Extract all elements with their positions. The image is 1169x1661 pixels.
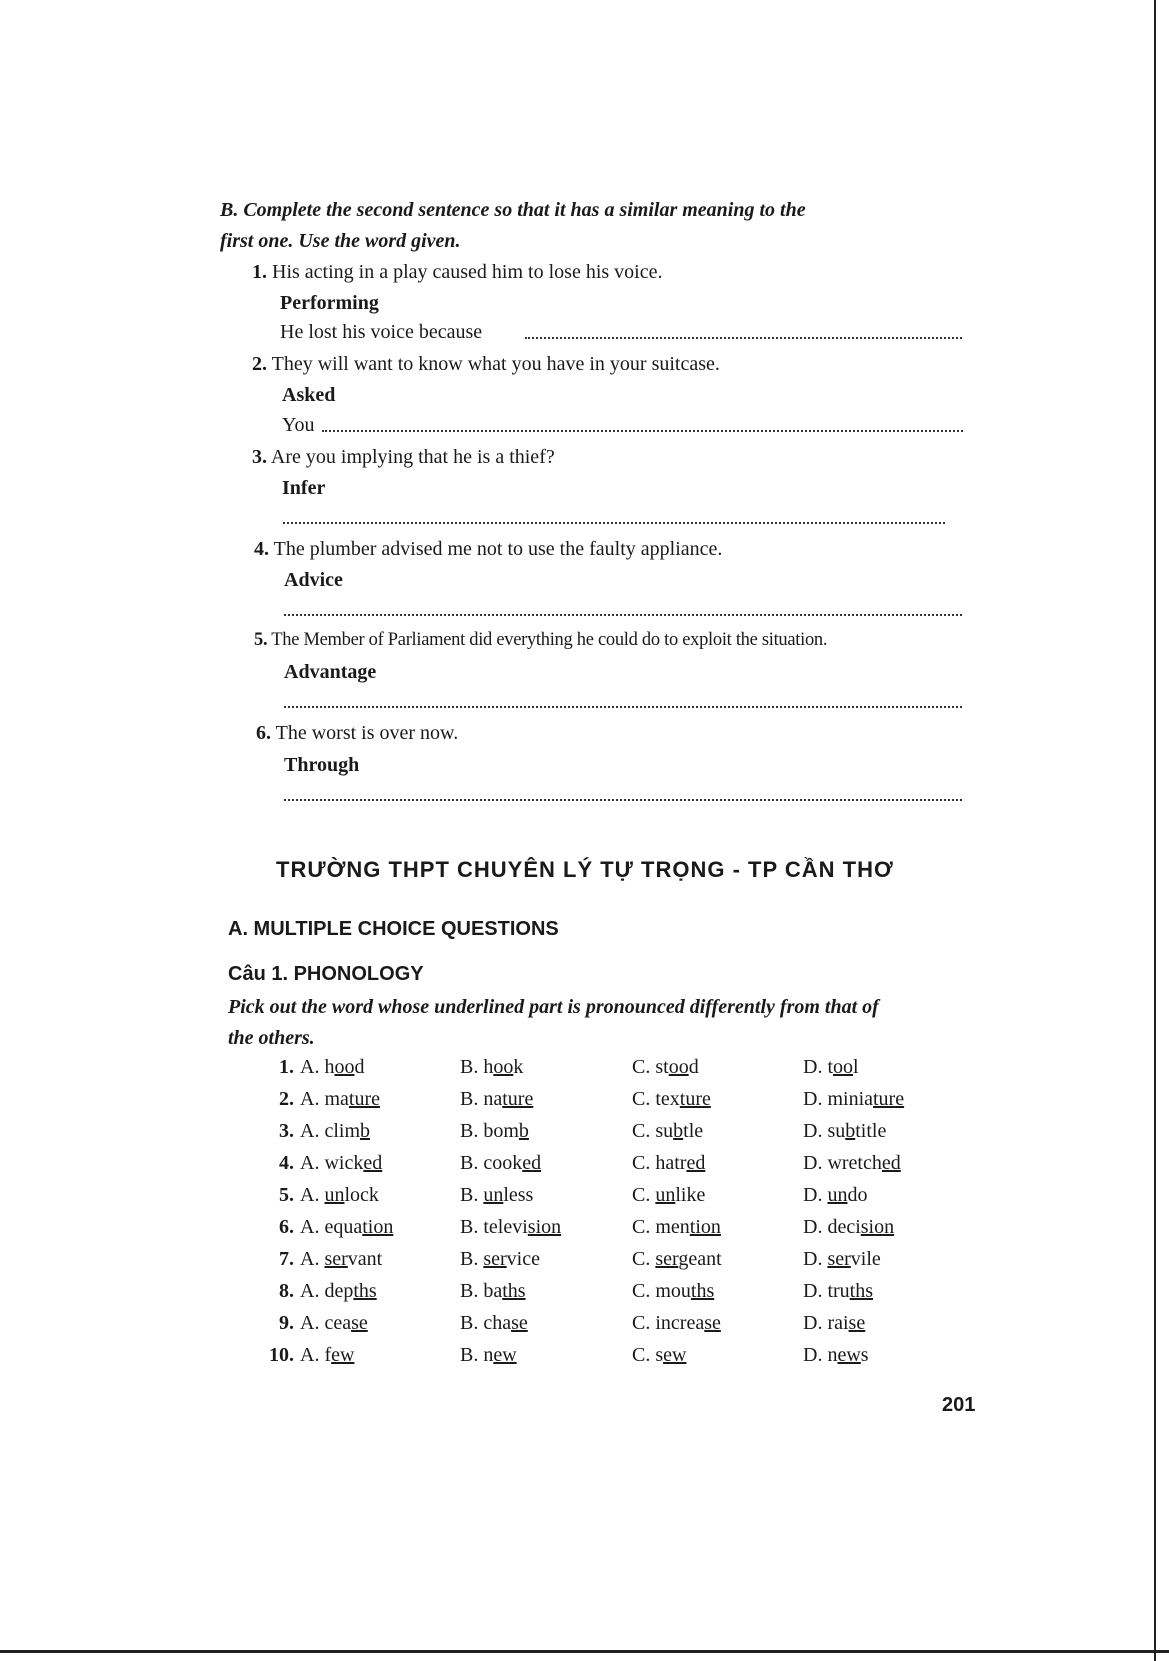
option-letter: D. (803, 1120, 823, 1142)
answer-option[interactable] (803, 1152, 901, 1175)
question-number-label: 2. (279, 1088, 294, 1110)
option-letter: A. (300, 1184, 320, 1206)
word-part: rai (827, 1312, 849, 1334)
item-5-keyword: Advantage (284, 661, 377, 683)
option-letter: A. (300, 1152, 320, 1174)
underlined-part: un (483, 1184, 504, 1206)
answer-option[interactable] (300, 1056, 364, 1079)
word-part: increa (655, 1312, 705, 1334)
section-b-instruction-line2: first one. Use the word given. (220, 230, 461, 252)
option-letter: B. (460, 1280, 479, 1302)
answer-line-3[interactable] (283, 522, 945, 524)
underlined-part: ths (502, 1280, 526, 1302)
option-letter: B. (460, 1152, 479, 1174)
answer-option[interactable] (803, 1056, 859, 1079)
question-number-label: 4. (279, 1152, 294, 1174)
answer-line-1[interactable] (525, 337, 962, 339)
answer-option[interactable] (803, 1184, 867, 1207)
underlined-part: se (704, 1312, 721, 1334)
option-letter: D. (803, 1216, 823, 1238)
word-part: deci (827, 1216, 861, 1238)
underlined-part: ths (353, 1280, 377, 1302)
question-number (254, 1248, 294, 1271)
answer-option[interactable] (300, 1312, 368, 1335)
word-part: l (853, 1056, 859, 1078)
section-a-title: A. MULTIPLE CHOICE QUESTIONS (228, 918, 559, 940)
option-letter: A. (300, 1056, 320, 1078)
answer-option[interactable] (460, 1120, 529, 1143)
underlined-part: ed (363, 1152, 383, 1174)
word-part: cook (483, 1152, 523, 1174)
answer-option[interactable] (300, 1280, 377, 1303)
word-part: h (483, 1056, 494, 1078)
word-part: less (503, 1184, 534, 1206)
item-sentence: The plumber advised me not to use the faulty appliance. (273, 538, 723, 560)
option-letter: C. (632, 1280, 651, 1302)
option-letter: D. (803, 1344, 823, 1366)
question-number (254, 1216, 294, 1239)
answer-option[interactable] (803, 1312, 865, 1335)
answer-option[interactable] (460, 1056, 523, 1079)
underlined-part: ser (483, 1248, 507, 1270)
item-1-keyword: Performing (280, 292, 379, 314)
item-1-answer-start: He lost his voice because (280, 321, 483, 343)
item-6-keyword: Through (284, 754, 360, 776)
item-number: 4. (254, 538, 269, 560)
item-3-keyword: Infer (282, 477, 326, 499)
option-letter: B. (460, 1312, 479, 1334)
item-sentence: The Member of Parliament did everything he could do to exploit the situation. (271, 630, 828, 650)
question-number (254, 1312, 294, 1335)
underlined-part: un (655, 1184, 676, 1206)
word-part: minia (827, 1088, 873, 1110)
item-number: 1. (252, 261, 267, 283)
underlined-part: ture (502, 1088, 534, 1110)
item-number: 5. (254, 630, 268, 650)
option-letter: D. (803, 1248, 823, 1270)
underlined-part: oo (334, 1056, 355, 1078)
answer-option[interactable] (803, 1088, 904, 1111)
word-part: st (655, 1056, 669, 1078)
section-b-instruction-line1: B. Complete the second sentence so that it has a similar meaning to the (220, 199, 806, 221)
word-part: wick (324, 1152, 364, 1174)
option-letter: B. (460, 1088, 479, 1110)
answer-option[interactable] (300, 1088, 380, 1111)
option-letter: A. (300, 1312, 320, 1334)
option-letter: C. (632, 1312, 651, 1334)
option-letter: A. (300, 1216, 320, 1238)
answer-option[interactable] (460, 1152, 541, 1175)
word-part: televi (483, 1216, 528, 1238)
underlined-part: b (518, 1120, 529, 1142)
word-part: do (847, 1184, 868, 1206)
answer-option[interactable] (803, 1120, 886, 1143)
underlined-part: ths (690, 1280, 715, 1302)
option-letter: B. (460, 1056, 479, 1078)
underlined-part: ser (827, 1248, 851, 1270)
answer-option[interactable] (300, 1120, 370, 1143)
word-part: n (827, 1344, 838, 1366)
answer-option[interactable] (632, 1280, 714, 1303)
option-letter: A. (300, 1248, 320, 1270)
answer-option[interactable] (632, 1216, 721, 1239)
answer-option[interactable] (632, 1120, 703, 1143)
underlined-part: ture (679, 1088, 711, 1110)
underlined-part: b (845, 1120, 856, 1142)
rewrite-item-1 (252, 261, 662, 284)
answer-option[interactable] (300, 1248, 382, 1271)
word-part: s (655, 1344, 664, 1366)
option-letter: A. (300, 1120, 320, 1142)
option-letter: B. (460, 1216, 479, 1238)
underlined-part: ture (348, 1088, 380, 1110)
question-number (254, 1184, 294, 1207)
item-number: 6. (256, 722, 271, 744)
word-part: men (655, 1216, 690, 1238)
answer-option[interactable] (803, 1248, 881, 1271)
underlined-part: un (827, 1184, 848, 1206)
option-letter: D. (803, 1152, 823, 1174)
option-letter: B. (460, 1344, 479, 1366)
answer-option[interactable] (803, 1216, 894, 1239)
question-number (254, 1120, 294, 1143)
underlined-part: ew (331, 1344, 355, 1366)
underlined-part: ed (686, 1152, 706, 1174)
rewrite-item-2 (252, 353, 720, 376)
item-sentence: The worst is over now. (275, 722, 459, 744)
underlined-part: b (360, 1120, 370, 1142)
word-part: d (354, 1056, 365, 1078)
answer-line-5[interactable] (284, 706, 962, 708)
underlined-part: se (511, 1312, 528, 1334)
answer-option[interactable] (460, 1216, 561, 1239)
option-letter: C. (632, 1056, 651, 1078)
word-part: cha (483, 1312, 512, 1334)
question-number (254, 1088, 294, 1111)
question-number-label: 5. (279, 1184, 294, 1206)
word-part: h (324, 1056, 335, 1078)
scan-edge-line (1154, 0, 1156, 1661)
word-part: tle (683, 1120, 704, 1142)
answer-option[interactable] (300, 1152, 382, 1175)
option-letter: D. (803, 1312, 823, 1334)
answer-line-2[interactable] (322, 430, 963, 432)
answer-line-4[interactable] (284, 614, 962, 616)
underlined-part: se (351, 1312, 368, 1334)
underlined-part: se (848, 1312, 866, 1334)
word-part: d (688, 1056, 699, 1078)
word-part: like (675, 1184, 706, 1206)
word-part: su (655, 1120, 674, 1142)
option-letter: B. (460, 1184, 479, 1206)
word-part: t (827, 1056, 834, 1078)
underlined-part: sion (527, 1216, 562, 1238)
question-number-label: 6. (279, 1216, 294, 1238)
option-letter: C. (632, 1088, 651, 1110)
word-part: vile (850, 1248, 881, 1270)
word-part: k (513, 1056, 524, 1078)
answer-option[interactable] (300, 1184, 379, 1207)
rewrite-item-4 (254, 538, 722, 561)
option-letter: B. (460, 1248, 479, 1270)
phonology-instruction-line1: Pick out the word whose underlined part is pronounced differently from that of (228, 996, 879, 1018)
word-part: wretch (827, 1152, 882, 1174)
school-heading: TRƯỜNG THPT CHUYÊN LÝ TỰ TRỌNG - TP CẦN THƠ (276, 857, 894, 882)
question-number-label: 9. (279, 1312, 294, 1334)
rewrite-item-5 (254, 630, 827, 651)
answer-option[interactable] (300, 1344, 354, 1367)
item-sentence: They will want to know what you have in your suitcase. (271, 353, 720, 375)
underlined-part: ed (522, 1152, 542, 1174)
answer-option[interactable] (460, 1088, 533, 1111)
question-number-label: 8. (279, 1280, 294, 1302)
underlined-part: ser (655, 1248, 679, 1270)
underlined-part: oo (493, 1056, 514, 1078)
underlined-part: ed (881, 1152, 901, 1174)
word-part: na (483, 1088, 503, 1110)
underlined-part: ture (873, 1088, 905, 1110)
answer-option[interactable] (632, 1088, 711, 1111)
word-part: cea (324, 1312, 352, 1334)
answer-option[interactable] (632, 1184, 705, 1207)
scan-bottom-line (0, 1650, 1169, 1653)
option-letter: C. (632, 1152, 651, 1174)
word-part: title (855, 1120, 887, 1142)
option-letter: C. (632, 1248, 651, 1270)
answer-option[interactable] (460, 1248, 540, 1271)
underlined-part: oo (833, 1056, 854, 1078)
page-number: 201 (942, 1394, 976, 1416)
underlined-part: ths (849, 1280, 874, 1302)
item-4-keyword: Advice (284, 569, 343, 591)
word-part: n (483, 1344, 494, 1366)
answer-option[interactable] (300, 1216, 393, 1239)
word-part: tex (655, 1088, 680, 1110)
underlined-part: b (673, 1120, 684, 1142)
word-part: vant (347, 1248, 383, 1270)
word-part: clim (324, 1120, 360, 1142)
underlined-part: un (324, 1184, 345, 1206)
question-number (254, 1280, 294, 1303)
underlined-part: tion (689, 1216, 721, 1238)
word-part: mou (655, 1280, 691, 1302)
underlined-part: ew (837, 1344, 861, 1366)
option-letter: C. (632, 1216, 651, 1238)
underlined-part: oo (668, 1056, 689, 1078)
word-part: dep (324, 1280, 354, 1302)
answer-option[interactable] (632, 1056, 699, 1079)
underlined-part: ser (324, 1248, 348, 1270)
word-part: bom (483, 1120, 519, 1142)
word-part: ba (483, 1280, 503, 1302)
phonology-instruction-line2: the others. (228, 1027, 315, 1049)
underlined-part: ew (663, 1344, 687, 1366)
question-number (254, 1344, 294, 1367)
word-part: equa (324, 1216, 363, 1238)
option-letter: D. (803, 1184, 823, 1206)
option-letter: D. (803, 1280, 823, 1302)
question-number (254, 1056, 294, 1079)
answer-option[interactable] (632, 1312, 721, 1335)
word-part: lock (344, 1184, 379, 1206)
word-part: f (324, 1344, 332, 1366)
answer-option[interactable] (460, 1344, 517, 1367)
item-sentence: His acting in a play caused him to lose his voice. (272, 261, 663, 283)
answer-option[interactable] (632, 1248, 722, 1271)
word-part: geant (678, 1248, 722, 1270)
question-title: Câu 1. PHONOLOGY (228, 963, 424, 985)
answer-option[interactable] (632, 1152, 705, 1175)
rewrite-item-3 (252, 446, 555, 469)
question-number-label: 3. (279, 1120, 294, 1142)
word-part: s (860, 1344, 869, 1366)
word-part: vice (506, 1248, 540, 1270)
answer-option[interactable] (460, 1184, 533, 1207)
answer-line-6[interactable] (284, 799, 962, 801)
item-2-answer-start: You (282, 414, 315, 436)
answer-option[interactable] (803, 1344, 869, 1367)
option-letter: B. (460, 1120, 479, 1142)
question-number (254, 1152, 294, 1175)
word-part: ma (324, 1088, 349, 1110)
option-letter: C. (632, 1120, 651, 1142)
option-letter: A. (300, 1280, 320, 1302)
question-number-label: 7. (279, 1248, 294, 1270)
underlined-part: ew (493, 1344, 517, 1366)
rewrite-item-6 (256, 722, 458, 745)
option-letter: A. (300, 1088, 320, 1110)
option-letter: D. (803, 1056, 823, 1078)
answer-option[interactable] (460, 1280, 526, 1303)
underlined-part: tion (362, 1216, 394, 1238)
option-letter: D. (803, 1088, 823, 1110)
answer-option[interactable] (803, 1280, 873, 1303)
item-2-keyword: Asked (282, 384, 336, 406)
answer-option[interactable] (632, 1344, 686, 1367)
word-part: hatr (655, 1152, 687, 1174)
question-number-label: 1. (279, 1056, 294, 1078)
item-number: 2. (252, 353, 267, 375)
word-part: tru (827, 1280, 850, 1302)
underlined-part: sion (860, 1216, 895, 1238)
option-letter: C. (632, 1344, 651, 1366)
word-part: su (827, 1120, 846, 1142)
option-letter: A. (300, 1344, 320, 1366)
answer-option[interactable] (460, 1312, 528, 1335)
question-number-label: 10. (269, 1344, 294, 1366)
option-letter: C. (632, 1184, 651, 1206)
item-sentence: Are you implying that he is a thief? (270, 446, 555, 468)
item-number: 3. (252, 446, 267, 468)
